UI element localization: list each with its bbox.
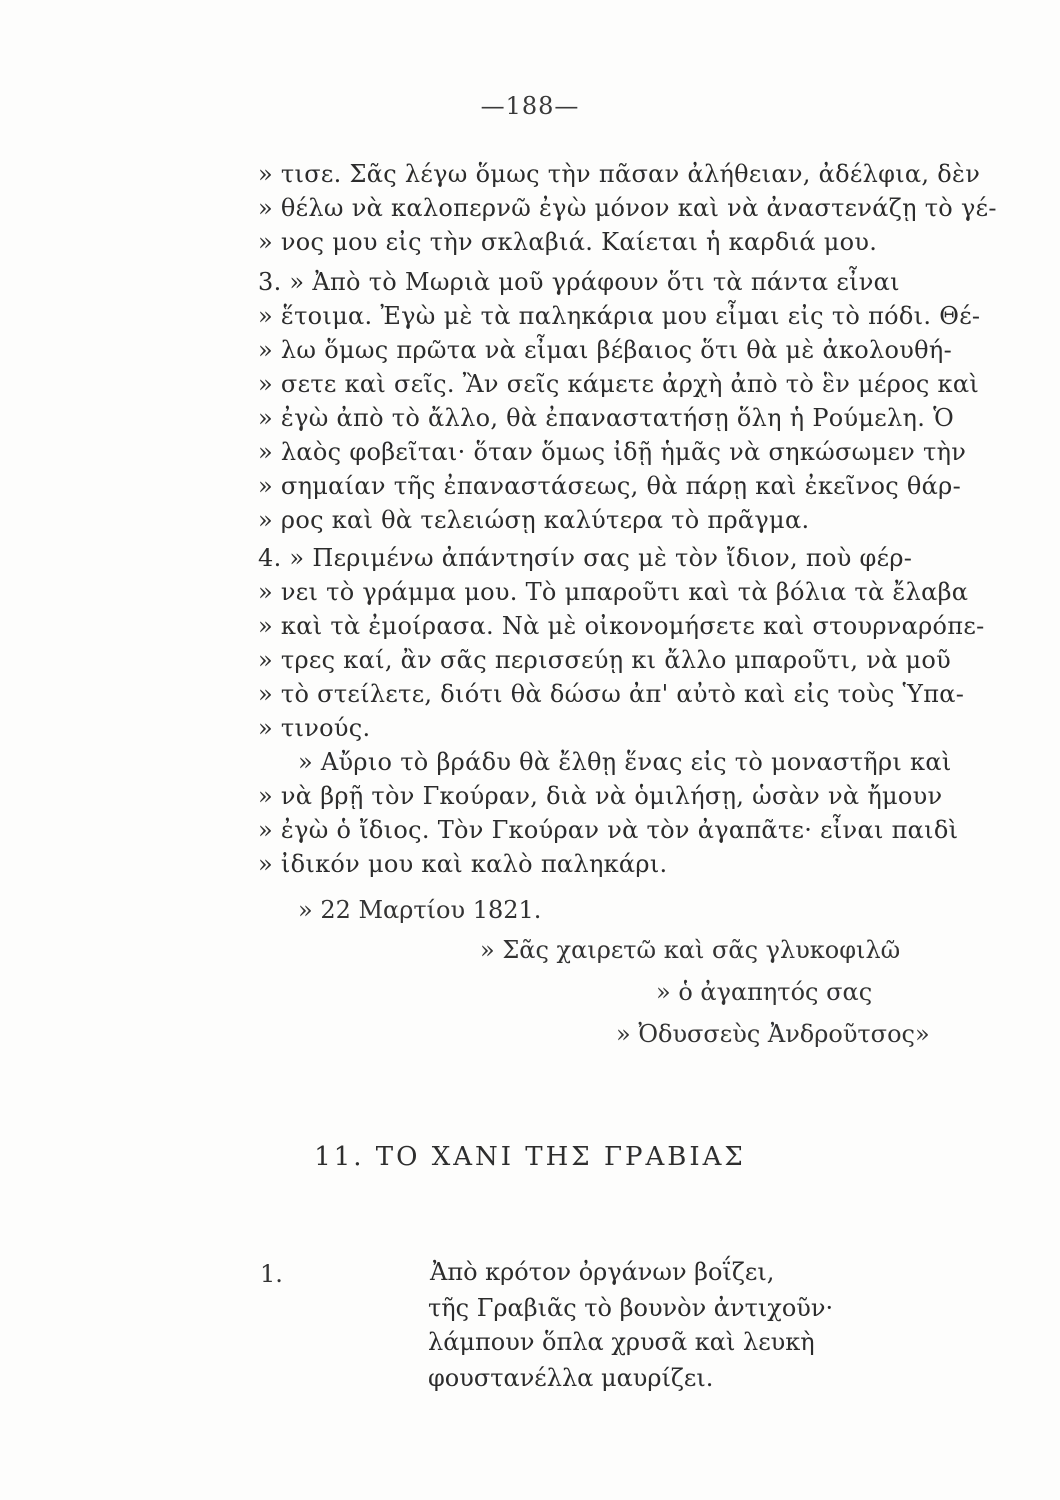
letter-date: » 22 Μαρτίου 1821. <box>298 896 542 924</box>
poem-line: φουστανέλλα μαυρίζει. <box>428 1364 714 1392</box>
letter-line: » λαὸς φοβεῖται· ὅταν ὅμως ἰδῇ ἡμᾶς νὰ σηκώσωμεν τὴν <box>258 438 967 466</box>
letter-line: » σημαίαν τῆς ἐπαναστάσεως, θὰ πάρῃ καὶ ἐκεῖνος θάρ- <box>258 472 961 500</box>
letter-line: 4. » Περιμένω ἀπάντησίν σας μὲ τὸν ἴδιον, ποὺ φέρ- <box>258 544 913 572</box>
letter-line: 3. » Ἀπὸ τὸ Μωριὰ μοῦ γράφουν ὅτι τὰ πάντα εἶναι <box>258 268 900 296</box>
letter-line: » νει τὸ γράμμα μου. Τὸ μπαροῦτι καὶ τὰ βόλια τὰ ἔλαβα <box>258 578 969 606</box>
letter-line: » σετε καὶ σεῖς. Ἂν σεῖς κάμετε ἀρχὴ ἀπὸ τὸ ἓν μέρος καὶ <box>258 370 980 398</box>
letter-line: » νὰ βρῇ τὸν Γκούραν, διὰ νὰ ὁμιλήσῃ, ὡσὰν νὰ ἤμουν <box>258 782 943 810</box>
letter-line: » ἰδικόν μου καὶ καλὸ παληκάρι. <box>258 850 668 878</box>
letter-line: » τὸ στείλετε, διότι θὰ δώσω ἀπ' αὐτὸ καὶ εἰς τοὺς Ὑπα- <box>258 680 965 708</box>
poem-line: τῆς Γραβιᾶς τὸ βουνὸν ἀντιχοῦν· <box>428 1294 834 1322</box>
poem-stanza-number: 1. <box>260 1260 283 1288</box>
letter-line: » τινούς. <box>258 714 371 742</box>
letter-line: » νος μου εἰς τὴν σκλαβιά. Καίεται ἡ καρδιά μου. <box>258 228 878 256</box>
letter-line: » ἐγὼ ὁ ἴδιος. Τὸν Γκούραν νὰ τὸν ἀγαπᾶτε· εἶναι παιδὶ <box>258 816 959 844</box>
poem-line: λάμπουν ὅπλα χρυσᾶ καὶ λευκὴ <box>428 1328 815 1356</box>
page-number: —188— <box>480 92 580 120</box>
letter-closing-greeting: » Σᾶς χαιρετῶ καὶ σᾶς γλυκοφιλῶ <box>480 936 901 964</box>
letter-line: » Αὔριο τὸ βράδυ θὰ ἔλθῃ ἕνας εἰς τὸ μοναστῆρι καὶ <box>298 748 952 776</box>
letter-signature: » Ὀδυσσεὺς Ἀνδροῦτσος» <box>616 1020 930 1048</box>
section-title: 11. ΤΟ ΧΑΝΙ ΤΗΣ ΓΡΑΒΙΑΣ <box>314 1142 746 1172</box>
letter-line: » θέλω νὰ καλοπερνῶ ἐγὼ μόνον καὶ νὰ ἀναστενάζῃ τὸ γέ- <box>258 194 997 222</box>
letter-line: » καὶ τὰ ἐμοίρασα. Νὰ μὲ οἰκονομήσετε καὶ στουρναρόπε- <box>258 612 985 640</box>
letter-line: » ἕτοιμα. Ἐγὼ μὲ τὰ παληκάρια μου εἶμαι εἰς τὸ πόδι. Θέ- <box>258 302 981 330</box>
poem-line: Ἀπὸ κρότον ὀργάνων βοΐζει, <box>430 1258 775 1286</box>
letter-line: » λω ὅμως πρῶτα νὰ εἶμαι βέβαιος ὅτι θὰ μὲ ἀκολουθή- <box>258 336 953 364</box>
letter-line: » τρες καί, ἂν σᾶς περισσεύῃ κι ἄλλο μπαροῦτι, νὰ μοῦ <box>258 646 952 674</box>
letter-closing-address: » ὁ ἀγαπητός σας <box>656 978 873 1006</box>
letter-line: » ἐγὼ ἀπὸ τὸ ἄλλο, θὰ ἐπαναστατήσῃ ὅλη ἡ Ρούμελη. Ὁ <box>258 404 955 432</box>
letter-line: » ρος καὶ θὰ τελειώσῃ καλύτερα τὸ πρᾶγμα. <box>258 506 810 534</box>
letter-line: » τισε. Σᾶς λέγω ὅμως τὴν πᾶσαν ἀλήθειαν, ἀδέλφια, δὲν <box>258 160 981 188</box>
